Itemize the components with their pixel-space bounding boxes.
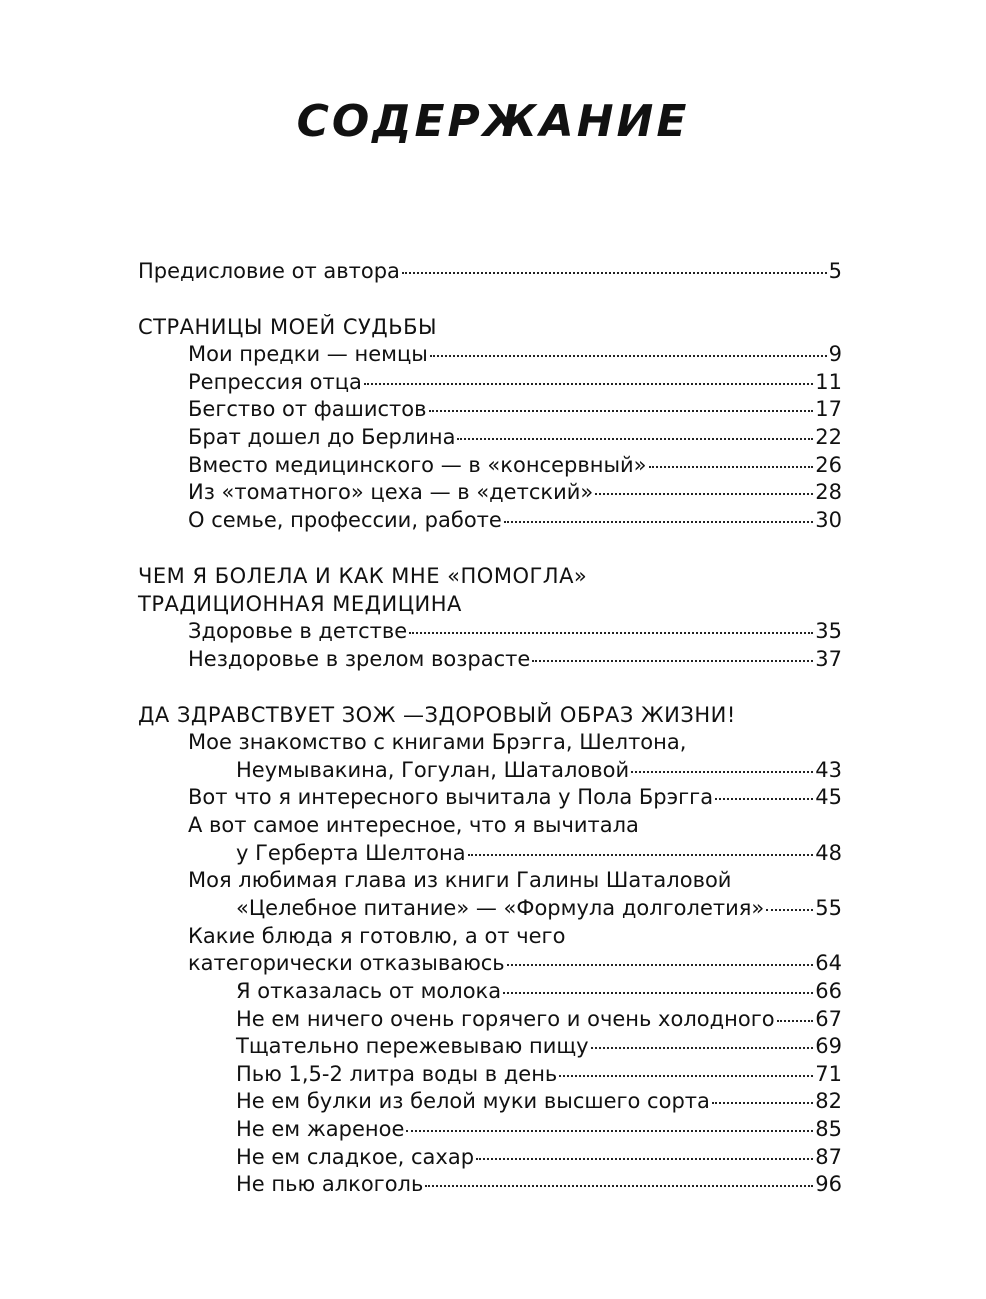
toc-entry[interactable] — [188, 423, 842, 451]
toc-entry-text: Не ем ничего очень горячего и очень холодного — [236, 1007, 775, 1031]
leader-dots — [409, 632, 813, 634]
toc-entry[interactable] — [188, 368, 842, 396]
section-heading-1: СТРАНИЦЫ МОЕЙ СУДЬБЫ — [138, 315, 438, 339]
toc-entry-text: Не ем булки из белой муки высшего сорта — [236, 1089, 710, 1113]
leader-dots — [504, 521, 813, 523]
toc-entry-text: Здоровье в детстве — [188, 619, 408, 643]
toc-page-number: 64 — [815, 951, 842, 975]
leader-dots — [457, 438, 813, 440]
toc-page-number: 48 — [815, 841, 842, 865]
toc-page-number: 11 — [815, 370, 842, 394]
toc-entry[interactable] — [188, 617, 842, 645]
toc-entry-text: Не ем сладкое, сахар — [236, 1145, 475, 1169]
toc-entry-text: у Герберта Шелтона — [236, 841, 466, 865]
toc-entry-text: Предисловие от автора — [138, 259, 400, 283]
leader-dots — [425, 1185, 813, 1187]
toc-subentry[interactable] — [236, 977, 842, 1005]
toc-entry[interactable] — [188, 451, 842, 479]
toc-entry-text: Неумывакина, Гогулан, Шаталовой — [236, 758, 630, 782]
toc-subentry[interactable] — [236, 1143, 842, 1171]
toc-page-number: 43 — [815, 758, 842, 782]
toc-entry[interactable] — [236, 839, 842, 867]
toc-page-number: 37 — [815, 647, 842, 671]
toc-entry-line1[interactable]: Какие блюда я готовлю, а от чего — [188, 924, 566, 948]
toc-entry-text: Вот что я интересного вычитала у Пола Брэгга — [188, 785, 714, 809]
toc-page-number: 82 — [815, 1089, 842, 1113]
toc-entry-text: Репрессия отца — [188, 370, 362, 394]
leader-dots — [468, 854, 814, 856]
toc-entry-line1[interactable]: А вот самое интересное, что я вычитала — [188, 813, 639, 837]
section-heading-3: ДА ЗДРАВСТВУЕТ ЗОЖ —ЗДОРОВЫЙ ОБРАЗ ЖИЗНИ! — [138, 703, 736, 727]
toc-subentry[interactable] — [236, 1060, 842, 1088]
toc-page-number: 69 — [815, 1034, 842, 1058]
toc-entry-text: О семье, профессии, работе — [188, 508, 502, 532]
toc-entry[interactable] — [188, 645, 842, 673]
leader-dots — [429, 410, 814, 412]
leader-dots — [649, 466, 814, 468]
toc-entry-text: Нездоровье в зрелом возрасте — [188, 647, 531, 671]
page-title: СОДЕРЖАНИЕ — [296, 96, 690, 147]
section-heading-2-line2: ТРАДИЦИОННАЯ МЕДИЦИНА — [138, 592, 462, 616]
toc-page-number: 17 — [815, 397, 842, 421]
toc-page-number: 30 — [815, 508, 842, 532]
toc-entry-text: Вместо медицинского — в «консервный» — [188, 453, 647, 477]
leader-dots — [402, 272, 827, 274]
toc-subentry[interactable] — [236, 1032, 842, 1060]
leader-dots — [631, 771, 813, 773]
toc-entry-text: категорически отказываюсь — [188, 951, 505, 975]
toc-entry-text: Мои предки — немцы — [188, 342, 428, 366]
leader-dots — [364, 383, 813, 385]
leader-dots — [595, 493, 813, 495]
toc-page-number: 85 — [815, 1117, 842, 1141]
leader-dots — [712, 1102, 813, 1104]
toc-subentry[interactable] — [236, 1087, 842, 1115]
leader-dots — [715, 798, 813, 800]
leader-dots — [503, 992, 813, 994]
leader-dots — [766, 909, 813, 911]
leader-dots — [532, 660, 813, 662]
toc-page-number: 28 — [815, 480, 842, 504]
leader-dots — [430, 355, 827, 357]
leader-dots — [777, 1020, 814, 1022]
toc-entry[interactable] — [188, 949, 842, 977]
toc-entry-line1[interactable]: Моя любимая глава из книги Галины Шаталовой — [188, 868, 732, 892]
toc-page-number: 67 — [815, 1007, 842, 1031]
toc-page-number: 45 — [815, 785, 842, 809]
toc-entry-line1[interactable]: Мое знакомство с книгами Брэгга, Шелтона, — [188, 730, 687, 754]
toc-page-number: 96 — [815, 1172, 842, 1196]
toc-entry-text: Из «томатного» цеха — в «детский» — [188, 480, 594, 504]
toc-entry-text: Тщательно пережевываю пищу — [236, 1034, 589, 1058]
toc-subentry[interactable] — [236, 1005, 842, 1033]
toc-page-number: 87 — [815, 1145, 842, 1169]
toc-entry-text: Не пью алкоголь — [236, 1172, 424, 1196]
toc-page-number: 66 — [815, 979, 842, 1003]
toc-entry[interactable] — [188, 395, 842, 423]
toc-entry-preface[interactable] — [138, 257, 842, 285]
toc-page-number: 5 — [828, 259, 842, 283]
toc-page-number: 22 — [815, 425, 842, 449]
toc-entry-text: Не ем жареное — [236, 1117, 405, 1141]
toc-entry-text: Пью 1,5-2 литра воды в день — [236, 1062, 558, 1086]
leader-dots — [591, 1047, 814, 1049]
leader-dots — [406, 1130, 813, 1132]
toc-subentry[interactable] — [236, 1115, 842, 1143]
toc-entry-text: Я отказалась от молока — [236, 979, 502, 1003]
toc-subentry[interactable] — [236, 1170, 842, 1198]
toc-page-number: 9 — [828, 342, 842, 366]
toc-entry[interactable] — [188, 478, 842, 506]
toc-page-number: 26 — [815, 453, 842, 477]
toc-entry[interactable] — [188, 783, 842, 811]
toc-page-number: 55 — [815, 896, 842, 920]
leader-dots — [476, 1158, 813, 1160]
leader-dots — [507, 964, 814, 966]
toc-page-number: 35 — [815, 619, 842, 643]
toc-page-number: 71 — [815, 1062, 842, 1086]
section-heading-2-line1: ЧЕМ Я БОЛЕЛА И КАК МНЕ «ПОМОГЛА» — [138, 564, 588, 588]
toc-entry[interactable] — [236, 894, 842, 922]
toc-entry[interactable] — [188, 340, 842, 368]
toc-entry-text: Брат дошел до Берлина — [188, 425, 456, 449]
leader-dots — [559, 1075, 813, 1077]
toc-entry[interactable] — [188, 506, 842, 534]
toc-entry-text: «Целебное питание» — «Формула долголетия» — [236, 896, 765, 920]
toc-entry-text: Бегство от фашистов — [188, 397, 427, 421]
toc-entry[interactable] — [236, 756, 842, 784]
